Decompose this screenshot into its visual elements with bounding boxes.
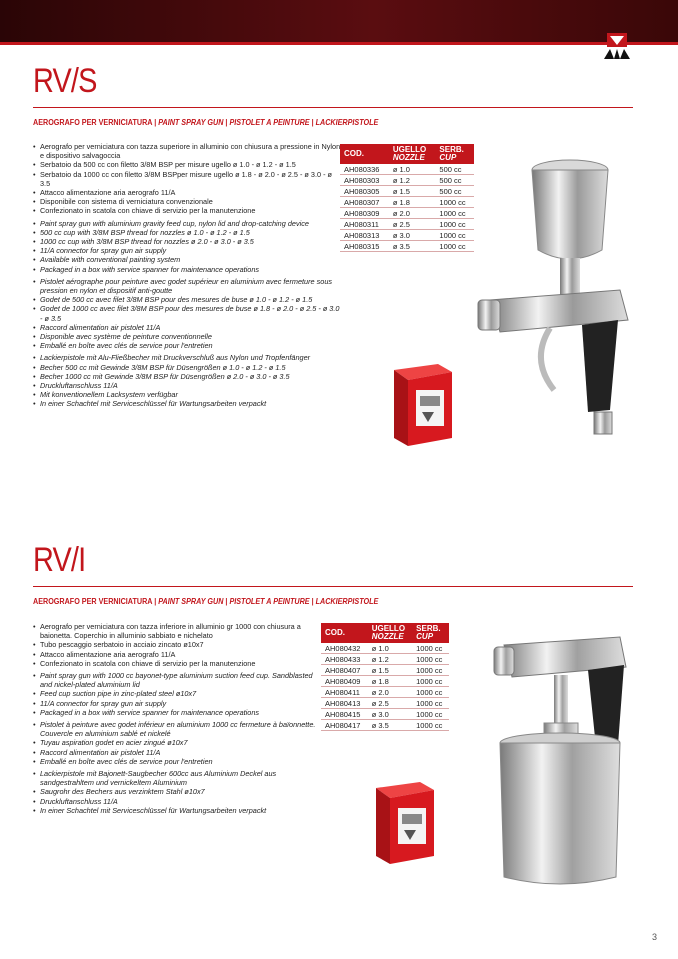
list-item: • Paint spray gun with 1000 cc bayonet-type aluminium suction feed cup. Sandblasted and nickel-plated aluminium lid	[33, 671, 323, 689]
list-item: • Serbatoio da 1000 cc con filetto 3/8M BSPper misure ugello ø 1.8 - ø 2.0 - ø 2.5 - ø 3.0 - ø 3.5	[33, 170, 343, 188]
suction-spray-gun-image	[490, 615, 670, 895]
table-row: AH080413 ø 2.5 1000 cc	[321, 698, 449, 709]
page-number: 3	[652, 932, 658, 942]
section-title: RV/S	[33, 62, 97, 100]
list-item: • Attacco alimentazione aria aerografo 11/A	[33, 188, 343, 197]
list-item: • Pistolet aérographe pour peinture avec godet supérieur en aluminium avec fermeture sous pression en nylon et dispositif anti-goutte	[33, 277, 343, 295]
table-row: AH080315 ø 3.5 1000 cc	[340, 241, 474, 252]
features-en	[33, 219, 343, 274]
table-row: AH080411 ø 2.0 1000 cc	[321, 687, 449, 698]
top-banner	[0, 0, 678, 44]
list-item: • Disponible avec système de peinture conventionnelle	[33, 332, 343, 341]
table-row: AH080307 ø 1.8 1000 cc	[340, 197, 474, 208]
feature-list	[33, 142, 343, 412]
list-item: • 11/A connector for spray gun air supply	[33, 246, 343, 255]
table-row: AH080415 ø 3.0 1000 cc	[321, 709, 449, 720]
list-item: • Pistolet à peinture avec godet inférieur en aluminium 1000 cc fermeture à baïonnette. Couvercle en aluminium sablé et nickelé	[33, 720, 323, 738]
list-item: • Confezionato in scatola con chiave di servizio per la manutenzione	[33, 659, 323, 668]
col-nozzle: UGELLO NOZZLE	[368, 623, 412, 643]
col-code: COD.	[321, 623, 368, 643]
list-item: • Packaged in a box with service spanner for maintenance operations	[33, 265, 343, 274]
table-row: AH080409 ø 1.8 1000 cc	[321, 676, 449, 687]
list-item: • Lackierpistole mit Alu-Fließbecher mit Druckverschluß aus Nylon und Tropfenfänger	[33, 353, 343, 362]
features-it	[33, 622, 323, 668]
list-item: • Available with conventional painting system	[33, 255, 343, 264]
col-cup: SERB. CUP	[435, 144, 474, 164]
list-item: • Tuyau aspiration godet en acier zingué ø10x7	[33, 738, 323, 747]
list-item: • Tubo pescaggio serbatoio in acciaio zincato ø10x7	[33, 640, 323, 649]
list-item: • In einer Schachtel mit Serviceschlüssel für Wartungsarbeiten verpackt	[33, 806, 323, 815]
list-item: • Saugrohr des Bechers aus verzinktem Stahl ø10x7	[33, 787, 323, 796]
spec-table	[321, 623, 449, 731]
table-row: AH080313 ø 3.0 1000 cc	[340, 230, 474, 241]
list-item: • Emballé en boîte avec clés de service pour l'entretien	[33, 757, 323, 766]
section-subtitle: AEROGRAFO PER VERNICIATURA | PAINT SPRAY GUN | PISTOLET A PEINTURE | LACKIERPISTOLE	[33, 118, 379, 127]
list-item: • Godet de 500 cc avec filet 3/8M BSP pour des mesures de buse ø 1.0 - ø 1.2 - ø 1.5	[33, 295, 343, 304]
list-item: • Emballé en boîte avec clés de service pour l'entretien	[33, 341, 343, 350]
gravity-spray-gun-image	[470, 150, 670, 450]
list-item: • In einer Schachtel mit Serviceschlüssel für Wartungsarbeiten verpackt	[33, 399, 343, 408]
list-item: • Confezionato in scatola con chiave di servizio per la manutenzione	[33, 206, 343, 215]
product-box-image	[368, 778, 438, 868]
list-item: • Raccord alimentation air pistolet 11/A	[33, 748, 323, 757]
list-item: • Mit konventionellem Lacksystem verfügbar	[33, 390, 343, 399]
table-row: AH080303 ø 1.2 500 cc	[340, 175, 474, 186]
list-item: • Godet de 1000 cc avec filet 3/8M BSP pour des mesures de buse ø 1.8 - ø 2.0 - ø 2.5 - ø 3.0 - ø 3.5	[33, 304, 343, 322]
list-item: • Becher 500 cc mit Gewinde 3/8M BSP für Düsengrößen ø 1.0 - ø 1.2 - ø 1.5	[33, 363, 343, 372]
list-item: • Lackierpistole mit Bajonett-Saugbecher 600cc aus Aluminium Deckel aus sandgestrahltem und vernickeltem Aluminium	[33, 769, 323, 787]
features-de	[33, 769, 323, 815]
product-box-image	[386, 360, 456, 450]
list-item: • Disponibile con sistema di verniciatura convenzionale	[33, 197, 343, 206]
list-item: • Attacco alimentazione aria aerografo 11/A	[33, 650, 323, 659]
top-banner-line	[0, 42, 678, 45]
table-row: AH080309 ø 2.0 1000 cc	[340, 208, 474, 219]
table-row: AH080336 ø 1.0 500 cc	[340, 164, 474, 175]
section-rule	[33, 586, 633, 587]
spec-table	[340, 144, 474, 252]
list-item: • Aerografo per verniciatura con tazza inferiore in alluminio gr 1000 con chiusura a baionetta. Coperchio in alluminio sabbiato e nichelato	[33, 622, 323, 640]
list-item: • Aerografo per verniciatura con tazza superiore in alluminio con chiusura a pressione in Nylon e dispositivo salvagoccia	[33, 142, 343, 160]
list-item: • Raccord alimentation air pistolet 11/A	[33, 323, 343, 332]
list-item: • 500 cc cup with 3/8M BSP thread for nozzles ø 1.0 - ø 1.2 - ø 1.5	[33, 228, 343, 237]
features-it	[33, 142, 343, 216]
list-item: • Becher 1000 cc mit Gewinde 3/8M BSP für Düsengrößen ø 2.0 - ø 3.0 - ø 3.5	[33, 372, 343, 381]
table-row: AH080432 ø 1.0 1000 cc	[321, 643, 449, 654]
section-rule	[33, 107, 633, 108]
ami-logo-icon	[602, 33, 632, 61]
features-fr	[33, 720, 323, 766]
list-item: • Serbatoio da 500 cc con filetto 3/8M BSP per misure ugello ø 1.0 - ø 1.2 - ø 1.5	[33, 160, 343, 169]
list-item: • Feed cup suction pipe in zinc-plated steel ø10x7	[33, 689, 323, 698]
col-cup: SERB. CUP	[412, 623, 449, 643]
table-row: AH080311 ø 2.5 1000 cc	[340, 219, 474, 230]
list-item: • 11/A connector for spray gun air supply	[33, 699, 323, 708]
list-item: • Druckluftanschluss 11/A	[33, 797, 323, 806]
list-item: • 1000 cc cup with 3/8M BSP thread for nozzles ø 2.0 - ø 3.0 - ø 3.5	[33, 237, 343, 246]
features-de	[33, 353, 343, 408]
col-code: COD.	[340, 144, 389, 164]
features-fr	[33, 277, 343, 351]
list-item: • Druckluftanschluss 11/A	[33, 381, 343, 390]
table-row: AH080433 ø 1.2 1000 cc	[321, 654, 449, 665]
section-subtitle: AEROGRAFO PER VERNICIATURA | PAINT SPRAY GUN | PISTOLET A PEINTURE | LACKIERPISTOLE	[33, 597, 379, 606]
table-row: AH080305 ø 1.5 500 cc	[340, 186, 474, 197]
table-row: AH080407 ø 1.5 1000 cc	[321, 665, 449, 676]
col-nozzle: UGELLO NOZZLE	[389, 144, 436, 164]
section-title: RV/I	[33, 541, 86, 579]
features-en	[33, 671, 323, 717]
list-item: • Packaged in a box with service spanner for maintenance operations	[33, 708, 323, 717]
feature-list	[33, 622, 323, 818]
table-row: AH080417 ø 3.5 1000 cc	[321, 720, 449, 731]
list-item: • Paint spray gun with aluminium gravity feed cup, nylon lid and drop-catching device	[33, 219, 343, 228]
